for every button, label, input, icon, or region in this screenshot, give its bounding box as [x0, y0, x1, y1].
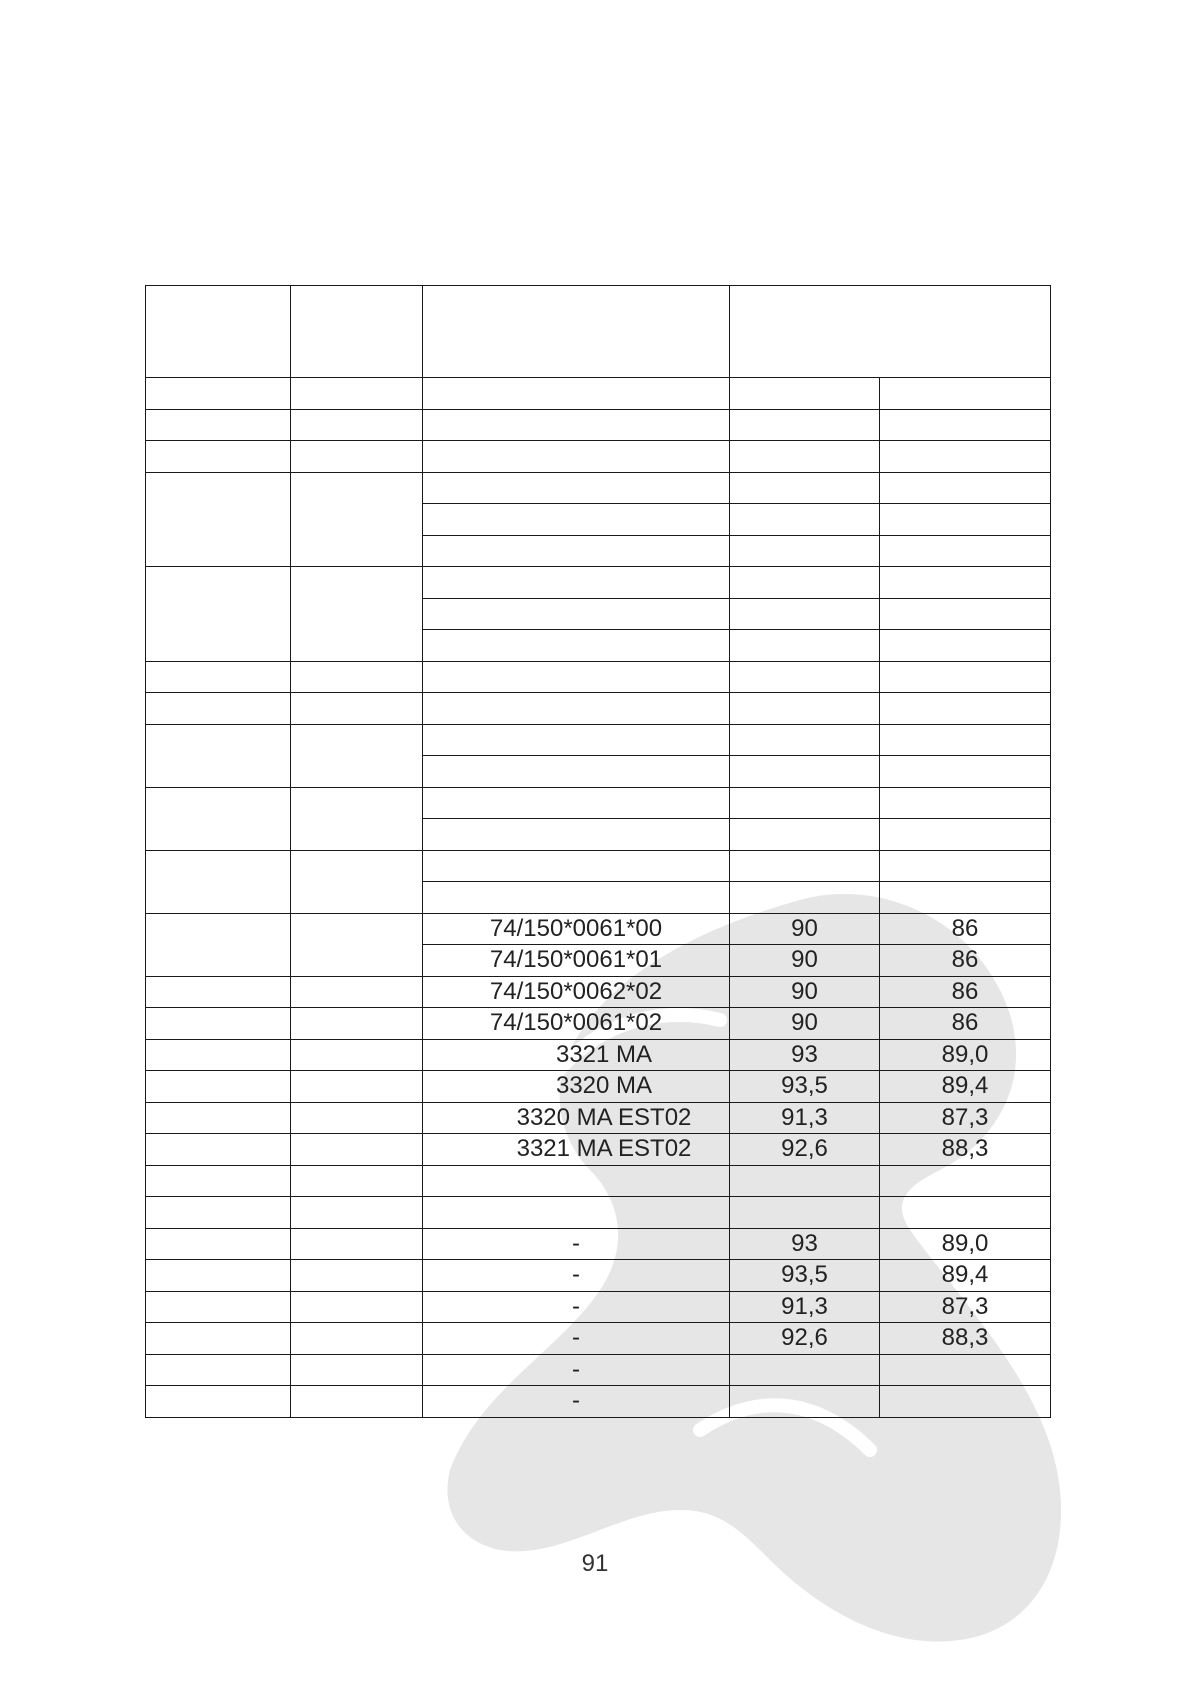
table-row [146, 1071, 1051, 1103]
table-row [146, 976, 1051, 1008]
table-row [146, 1102, 1051, 1134]
table-row [146, 724, 1051, 756]
header-cell [291, 286, 423, 378]
value-cell: 92,6 [730, 1323, 880, 1355]
value-cell [730, 1386, 880, 1418]
code-cell: 3320 MA [423, 1071, 730, 1103]
code-cell: 74/150*0061*00 [423, 913, 730, 945]
value-cell: 88,3 [880, 1323, 1051, 1355]
table-row [146, 1386, 1051, 1418]
table-row [146, 1291, 1051, 1323]
code-cell: 3320 MA EST02 [423, 1102, 730, 1134]
table-row [146, 1228, 1051, 1260]
value-cell: 90 [730, 976, 880, 1008]
table-row [146, 913, 1051, 945]
code-cell: - [423, 1323, 730, 1355]
value-cell: 86 [880, 1008, 1051, 1040]
value-cell [880, 1354, 1051, 1386]
table-row [146, 378, 1051, 410]
header-cell [146, 286, 291, 378]
code-cell: 74/150*0061*01 [423, 945, 730, 977]
table-row [146, 661, 1051, 693]
table-row [146, 850, 1051, 882]
value-cell: 93,5 [730, 1260, 880, 1292]
table-row [146, 1039, 1051, 1071]
value-cell: 90 [730, 945, 880, 977]
table-row [146, 567, 1051, 599]
code-cell: - [423, 1228, 730, 1260]
value-cell: 90 [730, 913, 880, 945]
table-row [146, 1197, 1051, 1229]
table-row [146, 693, 1051, 725]
table-row [146, 1008, 1051, 1040]
table-row [146, 787, 1051, 819]
value-cell: 89,0 [880, 1039, 1051, 1071]
value-cell: 89,4 [880, 1260, 1051, 1292]
table-row [146, 1323, 1051, 1355]
value-cell: 91,3 [730, 1291, 880, 1323]
value-cell: 92,6 [730, 1134, 880, 1166]
code-cell: - [423, 1354, 730, 1386]
value-cell: 93 [730, 1228, 880, 1260]
code-cell: 74/150*0062*02 [423, 976, 730, 1008]
code-cell: 3321 MA EST02 [423, 1134, 730, 1166]
table-row [146, 1354, 1051, 1386]
code-cell: 74/150*0061*02 [423, 1008, 730, 1040]
table-row [146, 472, 1051, 504]
value-cell: 89,4 [880, 1071, 1051, 1103]
value-cell: 93,5 [730, 1071, 880, 1103]
value-cell: 89,0 [880, 1228, 1051, 1260]
table-row [146, 1165, 1051, 1197]
value-cell: 93 [730, 1039, 880, 1071]
data-table [145, 285, 1051, 1418]
table-header-row [146, 286, 1051, 378]
code-cell: 3321 MA [423, 1039, 730, 1071]
header-cell [423, 286, 730, 378]
code-cell: - [423, 1260, 730, 1292]
code-cell: - [423, 1291, 730, 1323]
value-cell: 86 [880, 976, 1051, 1008]
value-cell: 88,3 [880, 1134, 1051, 1166]
page-number: 91 [581, 1550, 609, 1577]
value-cell: 90 [730, 1008, 880, 1040]
table-row [146, 1260, 1051, 1292]
table-row [146, 1134, 1051, 1166]
table-row [146, 409, 1051, 441]
code-cell: - [423, 1386, 730, 1418]
value-cell: 87,3 [880, 1291, 1051, 1323]
value-cell: 91,3 [730, 1102, 880, 1134]
table-row [146, 441, 1051, 473]
value-cell: 86 [880, 913, 1051, 945]
header-cell [730, 286, 1051, 378]
value-cell: 87,3 [880, 1102, 1051, 1134]
value-cell: 86 [880, 945, 1051, 977]
value-cell [730, 1354, 880, 1386]
value-cell [880, 1386, 1051, 1418]
